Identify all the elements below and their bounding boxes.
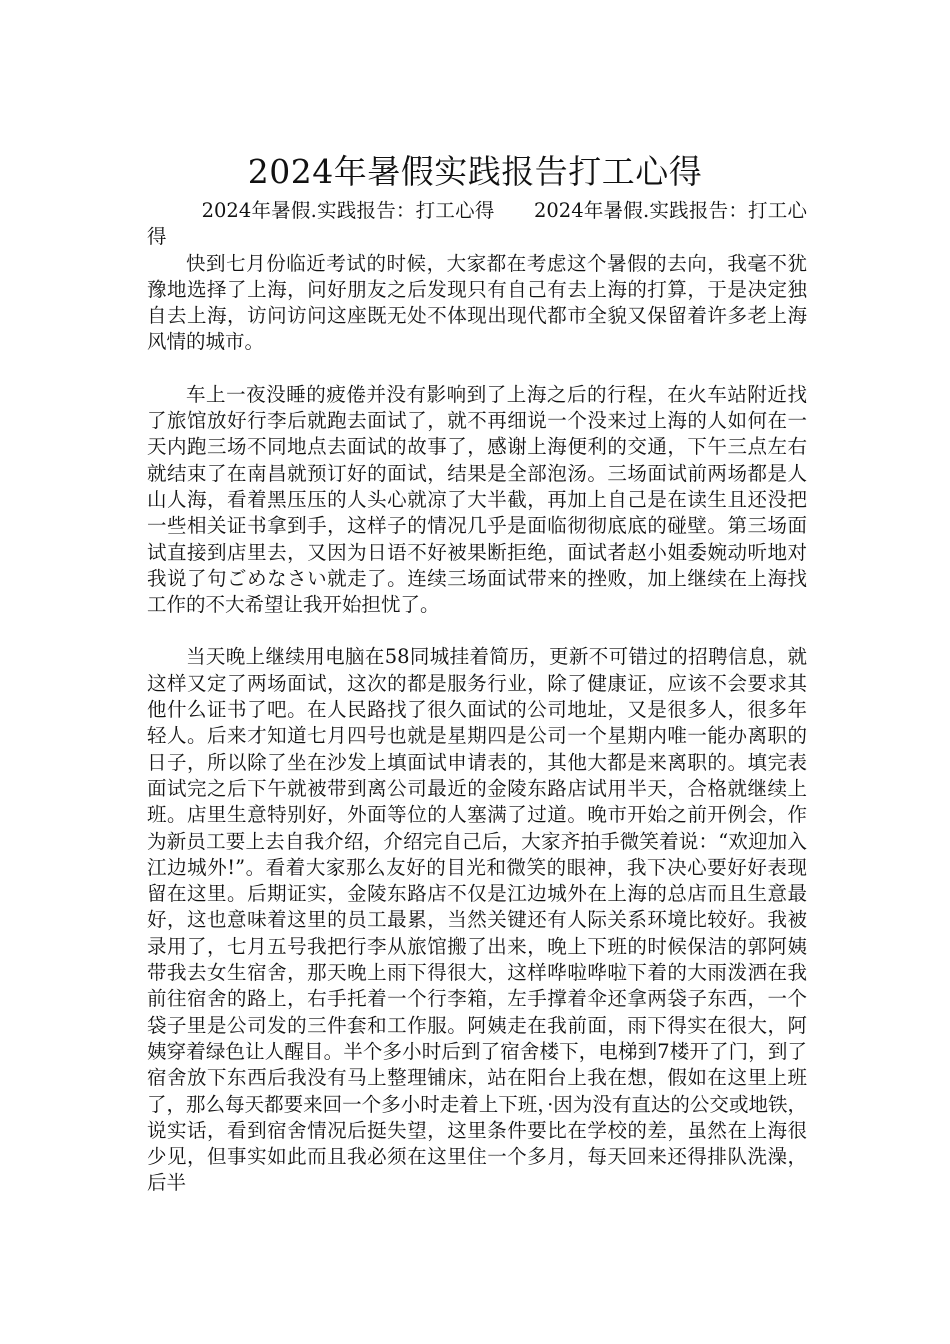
paragraph-interviews: 车上一夜没睡的疲倦并没有影响到了上海之后的行程，在火车站附近找了旅馆放好行李后就跑去面试了，就不再细说一个没来过上海的人如何在一天内跑三场不同地点去面试的故事了，感谢上海便利的交通，下午三点左右就结束了在南昌就预订好的面试，结果是全部泡汤。三场面试前两场都是人山人海，看着黑压压的人头心就凉了大半截，再加上自己是在读生且还没把一些相关证书拿到手，这样子的情况几乎是面临彻彻底底的碰壁。第三场面试直接到店里去，又因为日语不好被果断拒绝，面试者赵小姐委婉动听地对我说了句ごめなさい就走了。连续三场面试带来的挫败，加上继续在上海找工作的不大希望让我开始担忧了。 <box>147 382 807 617</box>
document-body <box>147 198 807 1197</box>
document-title: 2024年暑假实践报告打工心得 <box>247 152 703 192</box>
paragraph-new-job: 当天晚上继续用电脑在58同城挂着简历，更新不可错过的招聘信息，就这样又定了两场面试，这次的都是服务行业，除了健康证，应该不会要求其他什么证书了吧。在人民路找了很久面试的公司地址，又是很多人，很多年轻人。后来才知道七月四号也就是星期四是公司一个星期内唯一能办离职的日子，所以除了坐在沙发上填面试申请表的，其他大都是来离职的。填完表面试完之后下午就被带到离公司最近的金陵东路店试用半天，合格就继续上班。店里生意特别好，外面等位的人塞满了过道。晚市开始之前开例会，作为新员工要上去自我介绍，介绍完自己后，大家齐拍手微笑着说：“欢迎加入江边城外!”。看着大家那么友好的目光和微笑的眼神，我下决心要好好表现留在这里。后期证实，金陵东路店不仅是江边城外在上海的总店而且生意最好，这也意味着这里的员工最累，当然关键还有人际关系环境比较好。我被录用了，七月五号我把行李从旅馆搬了出来，晚上下班的时候保洁的郭阿姨带我去女生宿舍，那天晚上雨下得很大，这样哗啦哗啦下着的大雨泼洒在我前往宿舍的路上，右手托着一个行李箱，左手撑着伞还拿两袋子东西，一个袋子里是公司发的三件套和工作服。阿姨走在我前面，雨下得实在很大，阿姨穿着绿色让人醒目。半个多小时后到了宿舍楼下，电梯到7楼开了门，到了宿舍放下东西后我没有马上整理铺床，站在阳台上我在想，假如在这里上班了，那么每天都要来回一个多小时走着上下班，·因为没有直达的公交或地铁，说实话，看到宿舍情况后挺失望，这里条件要比在学校的差，虽然在上海很少见，但事实如此而且我必须在这里住一个多月，每天回来还得排队洗澡，后半 <box>147 645 807 1195</box>
paragraph-decision: 快到七月份临近考试的时候，大家都在考虑这个暑假的去向，我毫不犹豫地选择了上海，问好朋友之后发现只有自己有去上海的打算，于是决定独自去上海，访问访问这座既无处不体现出现代都市全貌又保留着许多老上海风情的城市。 <box>147 251 807 354</box>
paragraph-intro: 2024年暑假.实践报告：打工心得 2024年暑假.实践报告：打工心得 <box>147 199 807 249</box>
